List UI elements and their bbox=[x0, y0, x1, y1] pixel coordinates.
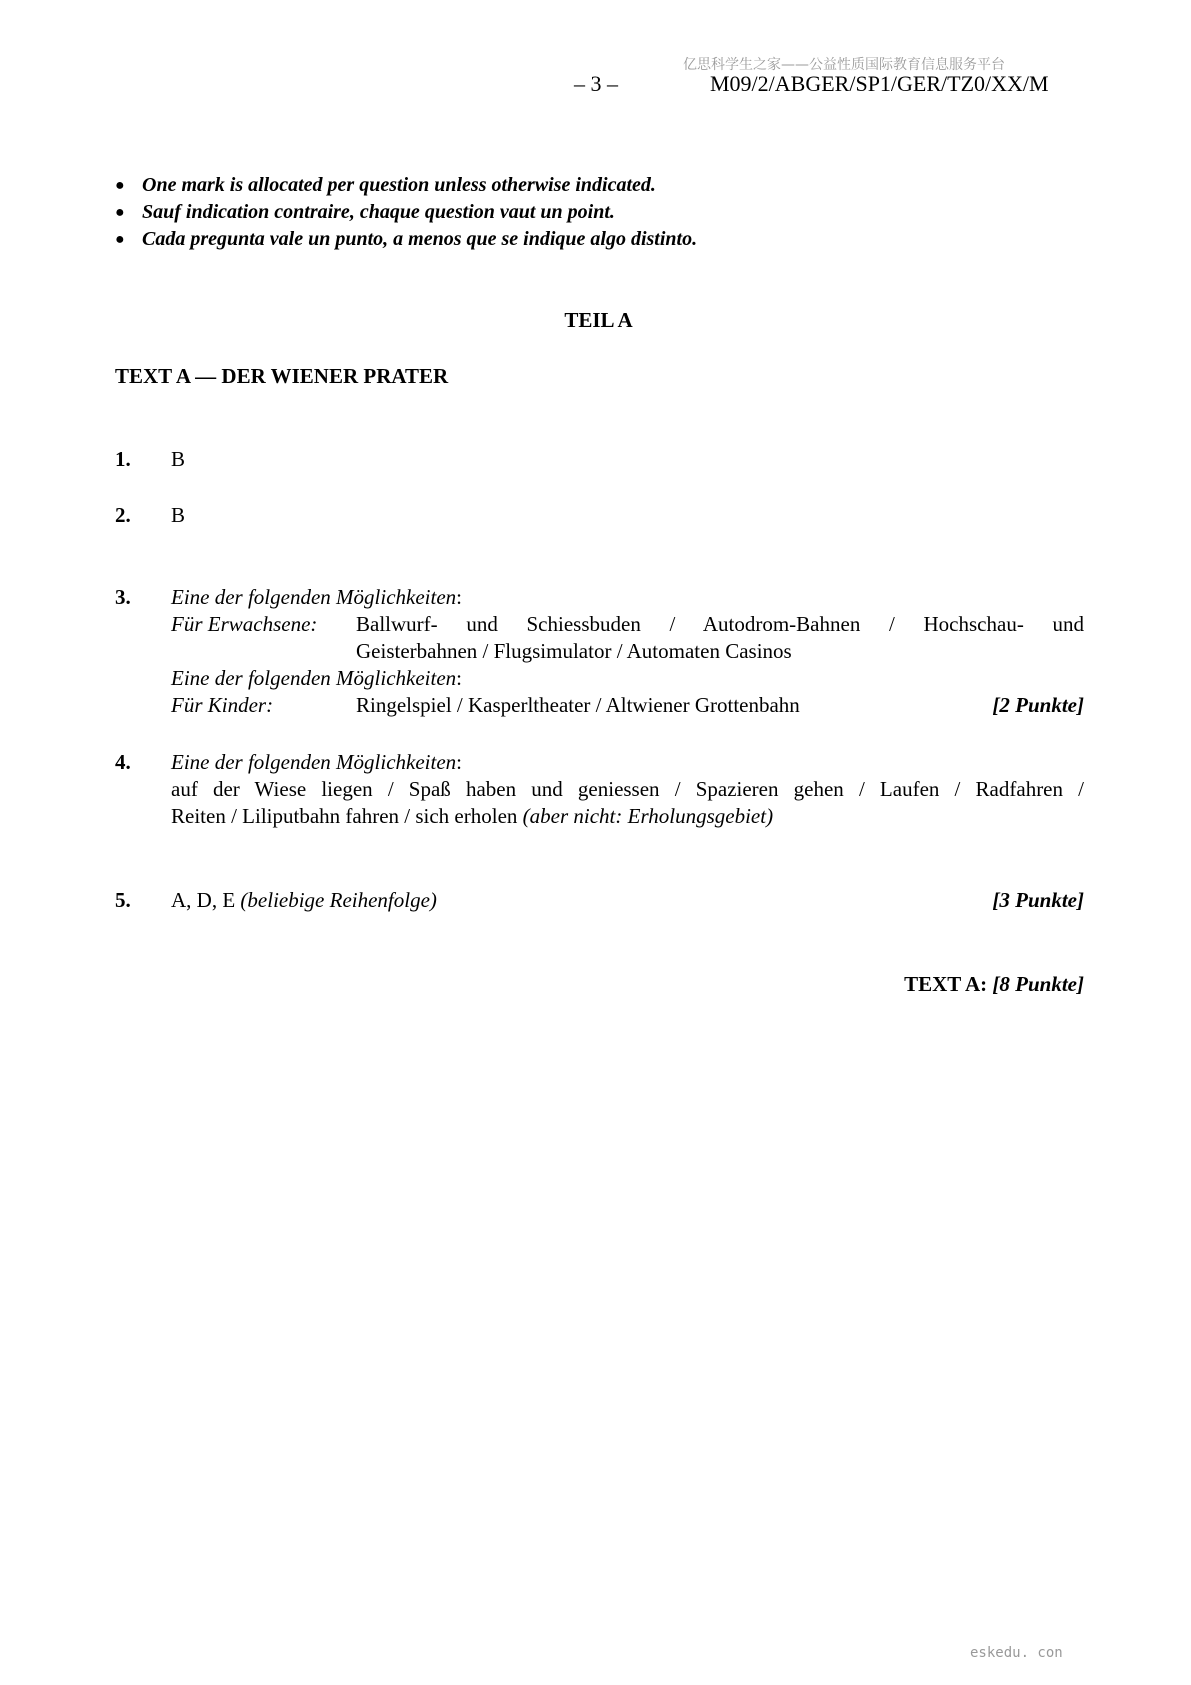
q4-answer-line: auf der Wiese liegen / Spaß haben und geniessen / Spazieren gehen / Laufen / Radfahren / bbox=[171, 777, 1084, 801]
q3-intro-colon: : bbox=[456, 585, 462, 609]
q3-points: [2 Punkte] bbox=[992, 693, 1084, 717]
q4-intro-colon: : bbox=[456, 750, 462, 774]
q5-points: [3 Punkte] bbox=[992, 888, 1084, 912]
q3-adults-line: Ballwurf- und Schiessbuden / Autodrom-Bahnen / Hochschau- und bbox=[356, 612, 1084, 636]
q5-note: (beliebige Reihenfolge) bbox=[240, 888, 437, 912]
question-number: 2. bbox=[115, 503, 131, 527]
q3-kids-line: Ringelspiel / Kasperltheater / Altwiener Grottenbahn bbox=[356, 693, 800, 717]
q3-intro-colon: : bbox=[456, 666, 462, 690]
instruction-text: Sauf indication contraire, chaque question vaut un point. bbox=[142, 201, 615, 223]
text-total-points: [8 Punkte] bbox=[992, 972, 1084, 996]
q3-label-kids: Für Kinder: bbox=[171, 693, 274, 717]
exam-code: M09/2/ABGER/SP1/GER/TZ0/XX/M bbox=[710, 71, 1049, 96]
text-total bbox=[780, 972, 1084, 997]
bullet-icon: ● bbox=[115, 204, 125, 221]
q4-answer-text: Reiten / Liliputbahn fahren / sich erholen bbox=[171, 804, 518, 828]
question-number: 1. bbox=[115, 447, 131, 471]
question-number: 5. bbox=[115, 888, 131, 912]
text-title: TEXT A — DER WIENER PRATER bbox=[115, 364, 449, 388]
q5-answer: A, D, E bbox=[171, 888, 236, 912]
page-number: – 3 – bbox=[574, 71, 618, 96]
question-answer: B bbox=[171, 503, 186, 527]
q4-intro-text: Eine der folgenden Möglichkeiten bbox=[171, 750, 457, 774]
q5-answer-line bbox=[171, 888, 437, 913]
header-watermark: 亿思科学生之家——公益性质国际教育信息服务平台 bbox=[683, 57, 1005, 73]
question-answer: B bbox=[171, 447, 186, 471]
question-number: 3. bbox=[115, 585, 131, 609]
q3-intro-text: Eine der folgenden Möglichkeiten bbox=[171, 585, 457, 609]
q3-intro bbox=[171, 666, 462, 691]
q4-intro bbox=[171, 750, 462, 775]
footer-watermark: eskedu. con bbox=[970, 1645, 1063, 1661]
q3-adults-line: Geisterbahnen / Flugsimulator / Automaten Casinos bbox=[356, 639, 792, 663]
instruction-text: Cada pregunta vale un punto, a menos que se indique algo distinto. bbox=[142, 228, 698, 250]
instruction-text: One mark is allocated per question unless otherwise indicated. bbox=[142, 174, 656, 196]
text-total-label: TEXT A: bbox=[904, 972, 988, 996]
q3-intro-text: Eine der folgenden Möglichkeiten bbox=[171, 666, 457, 690]
bullet-icon: ● bbox=[115, 177, 125, 194]
q4-answer-line bbox=[171, 804, 773, 829]
q4-note: (aber nicht: Erholungsgebiet) bbox=[522, 804, 774, 828]
bullet-icon: ● bbox=[115, 231, 125, 248]
section-title: TEIL A bbox=[564, 308, 633, 332]
q3-intro bbox=[171, 585, 462, 610]
q3-label-adults: Für Erwachsene: bbox=[171, 612, 318, 636]
question-number: 4. bbox=[115, 750, 131, 774]
